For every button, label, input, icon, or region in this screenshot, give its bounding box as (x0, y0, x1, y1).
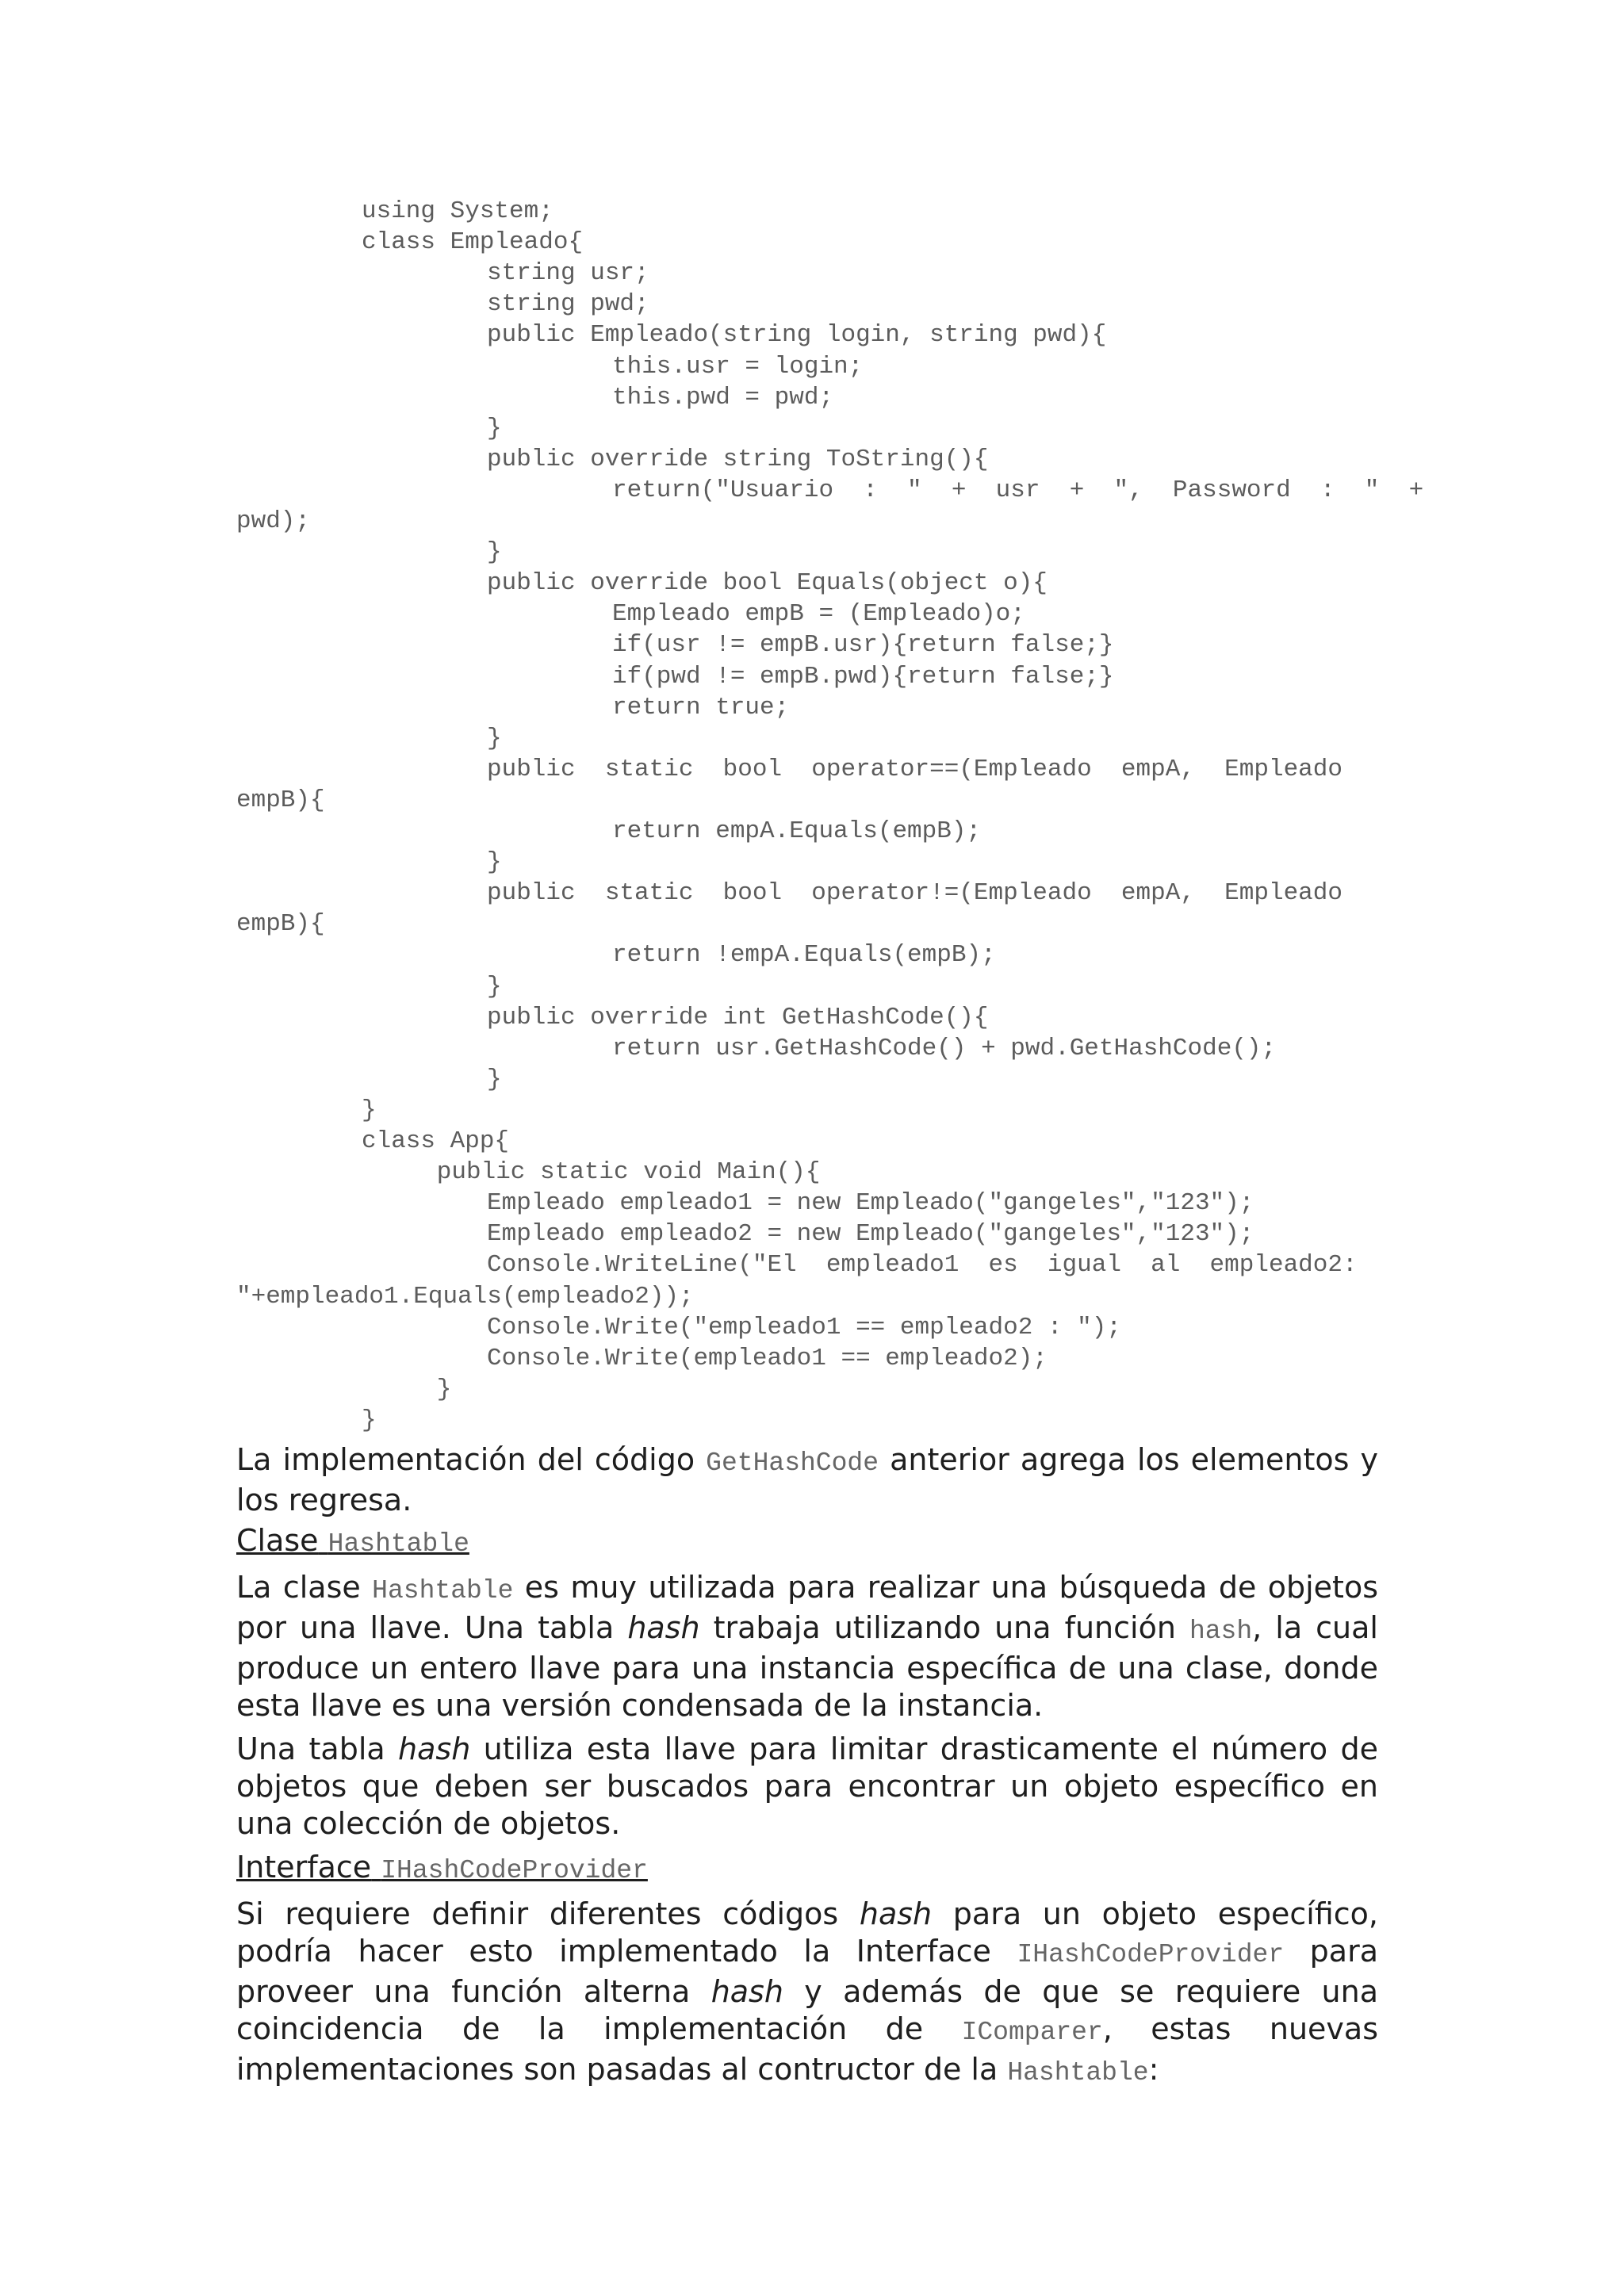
code-line: using System; (362, 197, 553, 225)
code-line: Console.Write(empleado1 == empleado2); (487, 1344, 1048, 1372)
text-run: trabaja utilizando una función (699, 1610, 1189, 1645)
heading-text: Interface (236, 1850, 372, 1885)
text-run: : (1148, 2052, 1159, 2087)
inline-code: GetHashCode (706, 1448, 879, 1478)
text-run: y además de que se requiere una coincidencia de la implementación de (236, 1974, 1379, 2046)
code-line: } (487, 972, 502, 1001)
code-line: if(pwd != empB.pwd){return false;} (612, 662, 1114, 691)
heading-text: Clase (236, 1523, 319, 1558)
code-line: } (436, 1375, 452, 1403)
text-run: utiliza esta llave para limitar drasticamente el número de objetos que deben ser buscados para encontrar un objeto específico en una colección de objetos. (236, 1732, 1378, 1841)
code-line: } (487, 538, 502, 567)
code-line: string pwd; (487, 290, 649, 319)
paragraph-gethashcode (236, 1441, 1378, 1519)
code-line: public static bool operator==(Empleado empA, Empleado (487, 755, 1342, 783)
code-line: return("Usuario : " + usr + ", Password : " + (612, 476, 1424, 504)
text-run: Una tabla (236, 1732, 399, 1766)
code-line: public override string ToString(){ (487, 445, 989, 473)
code-line: return usr.GetHashCode() + pwd.GetHashCode(); (612, 1034, 1277, 1062)
code-line: } (362, 1096, 377, 1124)
document-body (236, 1441, 1378, 2091)
code-line: string usr; (487, 259, 649, 288)
inline-code: Hashtable (327, 1529, 469, 1559)
text-run: anterior agrega los elementos y los regresa. (236, 1442, 1378, 1517)
code-line: class App{ (362, 1127, 510, 1155)
code-line: } (487, 848, 502, 877)
code-line: return !empA.Equals(empB); (612, 941, 996, 970)
code-line: this.pwd = pwd; (612, 383, 834, 411)
code-line: public override int GetHashCode(){ (487, 1003, 989, 1031)
text-run: Si requiere definir diferentes códigos (236, 1896, 860, 1931)
code-line: Console.WriteLine("El empleado1 es igual al empleado2: (487, 1251, 1358, 1280)
code-line: return true; (612, 693, 790, 721)
code-line: empB){ (236, 910, 325, 939)
code-line: public static bool operator!=(Empleado empA, Empleado (487, 879, 1342, 908)
inline-code: IHashCodeProvider (1017, 1940, 1285, 1969)
paragraph-ihashcodeprovider (236, 1896, 1378, 2091)
code-line: } (487, 1065, 502, 1093)
code-line: Console.Write("empleado1 == empleado2 : "); (487, 1313, 1121, 1341)
code-line: Empleado empleado1 = new Empleado("gangeles","123"); (487, 1189, 1254, 1218)
code-line: public Empleado(string login, string pwd){ (487, 321, 1107, 350)
code-line: class Empleado{ (362, 228, 584, 257)
code-line: public override bool Equals(object o){ (487, 569, 1048, 598)
emphasis-text: hash (710, 1974, 783, 2009)
code-line: pwd); (236, 507, 311, 535)
emphasis-text: hash (627, 1610, 700, 1645)
text-run: para proveer una función alterna (236, 1934, 1378, 2009)
code-line: return empA.Equals(empB); (612, 817, 982, 845)
text-run: La clase (236, 1570, 373, 1605)
section-heading-ihashcodeprovider (236, 1849, 1378, 1889)
text-run: es muy utilizada para realizar una búsqueda de objetos por una llave. Una tabla (236, 1570, 1378, 1645)
inline-code: IHashCodeProvider (381, 1856, 648, 1885)
inline-code: hash (1189, 1617, 1253, 1646)
code-line: } (362, 1406, 377, 1434)
paragraph-hash-key (236, 1731, 1378, 1843)
section-heading-hashtable (236, 1522, 1378, 1563)
code-line: this.usr = login; (612, 352, 864, 381)
code-line: Empleado empB = (Empleado)o; (612, 600, 1025, 629)
text-run: para un objeto específico, podría hacer esto implementado la Interface (236, 1896, 1378, 1969)
code-line: Empleado empleado2 = new Empleado("gangeles","123"); (487, 1220, 1254, 1249)
emphasis-text: hash (859, 1896, 933, 1931)
inline-code: IComparer (961, 2018, 1103, 2047)
code-line: empB){ (236, 786, 325, 814)
paragraph-hashtable (236, 1569, 1378, 1724)
text-run: , estas nuevas implementaciones son pasadas al contructor de la (236, 2011, 1378, 2087)
code-line: } (487, 724, 502, 752)
inline-code: Hashtable (372, 1576, 514, 1605)
code-line: } (487, 414, 502, 442)
emphasis-text: hash (398, 1732, 471, 1766)
text-run: , la cual produce un entero llave para una instancia específica de una clase, donde esta llave es una versión condensada de la instancia. (236, 1610, 1378, 1723)
code-line: if(usr != empB.usr){return false;} (612, 631, 1114, 660)
text-run: La implementación del código (236, 1442, 707, 1477)
inline-code: Hashtable (1007, 2058, 1149, 2087)
code-line: "+empleado1.Equals(empleado2)); (236, 1282, 694, 1311)
code-line: public static void Main(){ (436, 1158, 821, 1187)
